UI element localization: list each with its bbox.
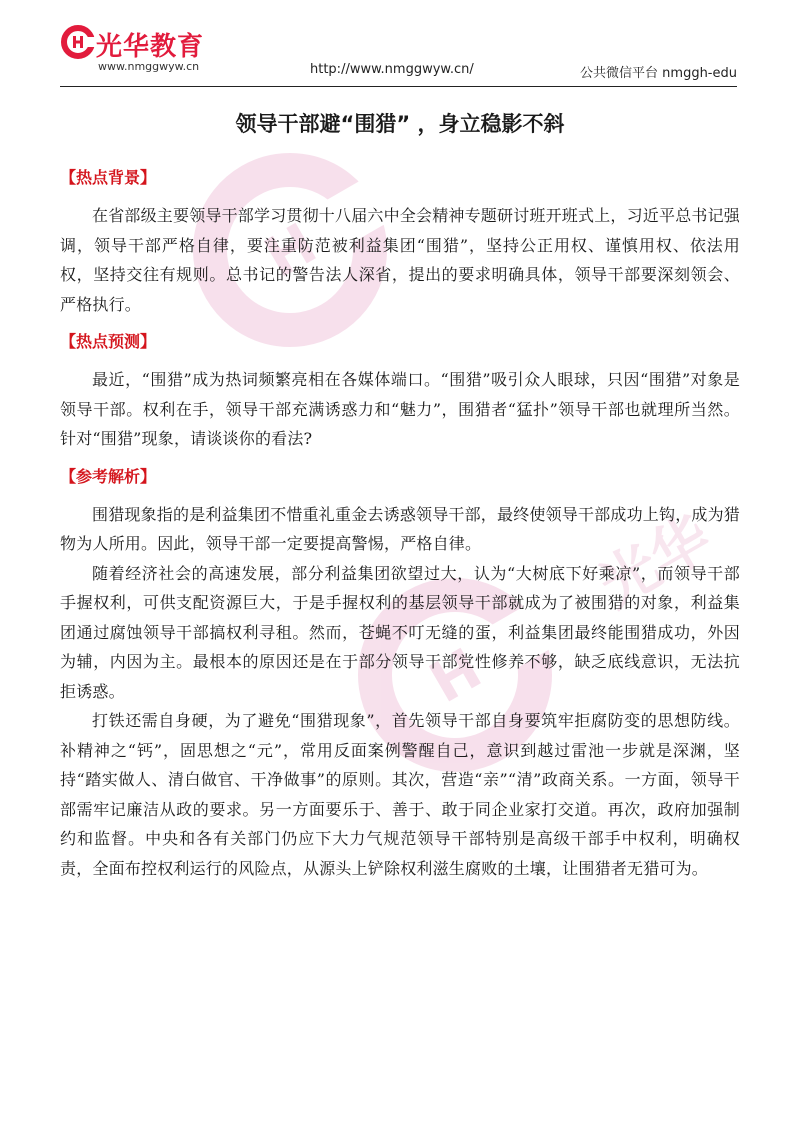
svg-text:H: H (254, 211, 328, 292)
paragraph: 最近，“围猎”成为热词频繁亮相在各媒体端口。“围猎”吸引众人眼球，只因“围猎”对象是领导干部。权利在手，领导干部充满诱惑力和“魅力”，围猎者“猛扑”领导干部也就理所当然。针对“围猎”现象，请谈谈你的看法? (60, 370, 740, 448)
wechat-platform-label: 公共微信平台 nmggh-edu (580, 66, 737, 81)
logo-url: www.nmggwyw.cn (98, 60, 200, 73)
header-divider (60, 86, 737, 87)
section-heading-prediction: 【热点预测】 (60, 332, 157, 351)
svg-text:H: H (419, 636, 493, 717)
brand-logo[interactable] (60, 24, 260, 80)
article (60, 108, 740, 883)
paragraph: 围猎现象指的是利益集团不惜重礼重金去诱惑领导干部，最终使领导干部成功上钩，成为猎物为人所用。因此，领导干部一定要提高警惕，严格自律。 (60, 504, 741, 553)
paragraph: 在省部级主要领导干部学习贯彻十八届六中全会精神专题研讨班开班式上，习近平总书记强调，领导干部严格自律，要注重防范被利益集团“围猎”，坚持公正用权、谨慎用权、依法用权，坚持交往有规则。总书记的警告法人深省，提出的要求明确具体，领导干部要深刻领会、严格执行。 (60, 206, 741, 314)
site-url-link[interactable]: http://www.nmggwyw.cn/ (310, 62, 474, 77)
paragraph: 打铁还需自身硬，为了避免“围猎现象”，首先领导干部自身要筑牢拒腐防变的思想防线。补精神之“钙”，固思想之“元”，常用反面案例警醒自己，意识到越过雷池一步就是深渊，坚持“踏实做人、清白做官、干净做事”的原则。其次，营造“亲”“清”政商关系。一方面，领导干部需牢记廉洁从政的要求。另一方面要乐于、善于、敢于同企业家打交道。再次，政府加强制约和监督。中央和各有关部门仍应下大力气规范领导干部特别是高级干部手中权利，明确权责，全面布控权利运行的风险点，从源头上铲除权利滋生腐败的土壤，让围猎者无猎可为。 (60, 711, 740, 878)
section-heading-analysis: 【参考解析】 (60, 466, 157, 486)
section-heading-background: 【热点背景】 (60, 168, 157, 187)
logo-emblem-icon (60, 24, 96, 60)
svg-text:光华: 光华 (587, 502, 723, 620)
logo-name: 光华教育 (96, 32, 205, 62)
page-header (0, 0, 793, 90)
article-title: 领导干部避“围猎” ，身立稳影不斜 (235, 112, 565, 136)
paragraph: 随着经济社会的高速发展，部分利益集团欲望过大，认为“大树底下好乘凉”，而领导干部手握权利，可供支配资源巨大，于是手握权利的基层领导干部就成为了被围猎的对象，利益集团通过腐蚀领导干部搞权利寻租。然而，苍蝇不叮无缝的蛋，利益集团最终能围猎成功，外因为辅，内因为主。最根本的原因还是在于部分领导干部党性修养不够，缺乏底线意识，无法抗拒诱惑。 (60, 563, 740, 701)
